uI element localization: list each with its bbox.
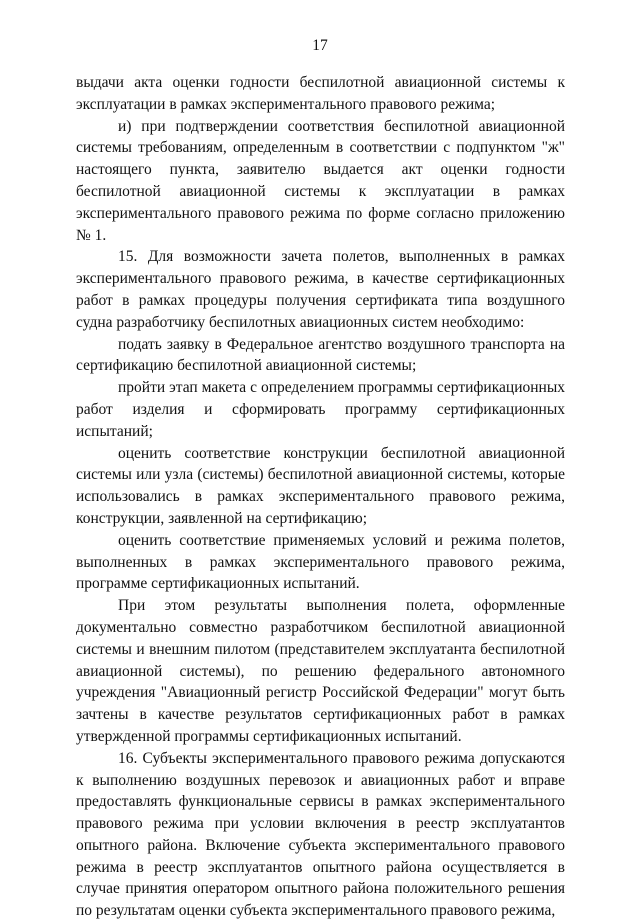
paragraph-flight-results: При этом результаты выполнения полета, оформленные документально совместно разработчиком беспилотной авиационной системы и внешним пилотом (представителем эксплуатанта беспилотной авиационной системы), по решению федерального автономного учреждения "Авиационный регистр Российской Федерации" могут быть зачтены в качестве результатов сертификационных работ в рамках утвержденной программы сертификационных испытаний. [76,597,565,745]
document-body [76,72,565,922]
paragraph-item-i: и) при подтверждении соответствия беспилотной авиационной системы требованиям, определенным в соответствии с подпунктом "ж" настоящего пункта, заявителю выдается акт оценки годности беспилотной авиационной системы к эксплуатации в рамках экспериментального правового режима по форме согласно приложению № 1. [76,117,565,244]
paragraph-mockup-stage: пройти этап макета с определением программы сертификационных работ изделия и сформировать программу сертификационных испытаний; [76,379,565,440]
paragraph-clause-16: 16. Субъекты экспериментального правового режима допускаются к выполнению воздушных перевозок и авиационных работ и вправе предоставлять функциональные сервисы в рамках экспериментального правового режима при условии включения в реестр эксплуатантов опытного района. Включение субъекта экспериментального правового режима в реестр эксплуатантов опытного района осуществляется в случае принятия оператором опытного района положительного решения по результатам оценки субъекта экспериментального правового режима, [76,749,565,920]
paragraph-submit-application: подать заявку в Федеральное агентство воздушного транспорта на сертификацию беспилотной авиационной системы; [76,335,565,375]
paragraph-continuation: выдачи акта оценки годности беспилотной авиационной системы к эксплуатации в рамках экспериментального правового режима; [76,74,565,113]
paragraph-assess-design: оценить соответствие конструкции беспилотной авиационной системы или узла (системы) беспилотной авиационной системы, которые использовались в рамках экспериментального правового режима, конструкции, заявленной на сертификацию; [76,444,565,527]
page-number: 17 [312,37,328,54]
paragraph-clause-15: 15. Для возможности зачета полетов, выполненных в рамках экспериментального правового режима, в качестве сертификационных работ в рамках процедуры получения сертификата типа воздушного судна разработчику беспилотных авиационных систем необходимо: [76,248,565,331]
paragraph-assess-conditions: оценить соответствие применяемых условий и режима полетов, выполненных в рамках экспериментального правового режима, программе сертификационных испытаний. [76,531,565,593]
